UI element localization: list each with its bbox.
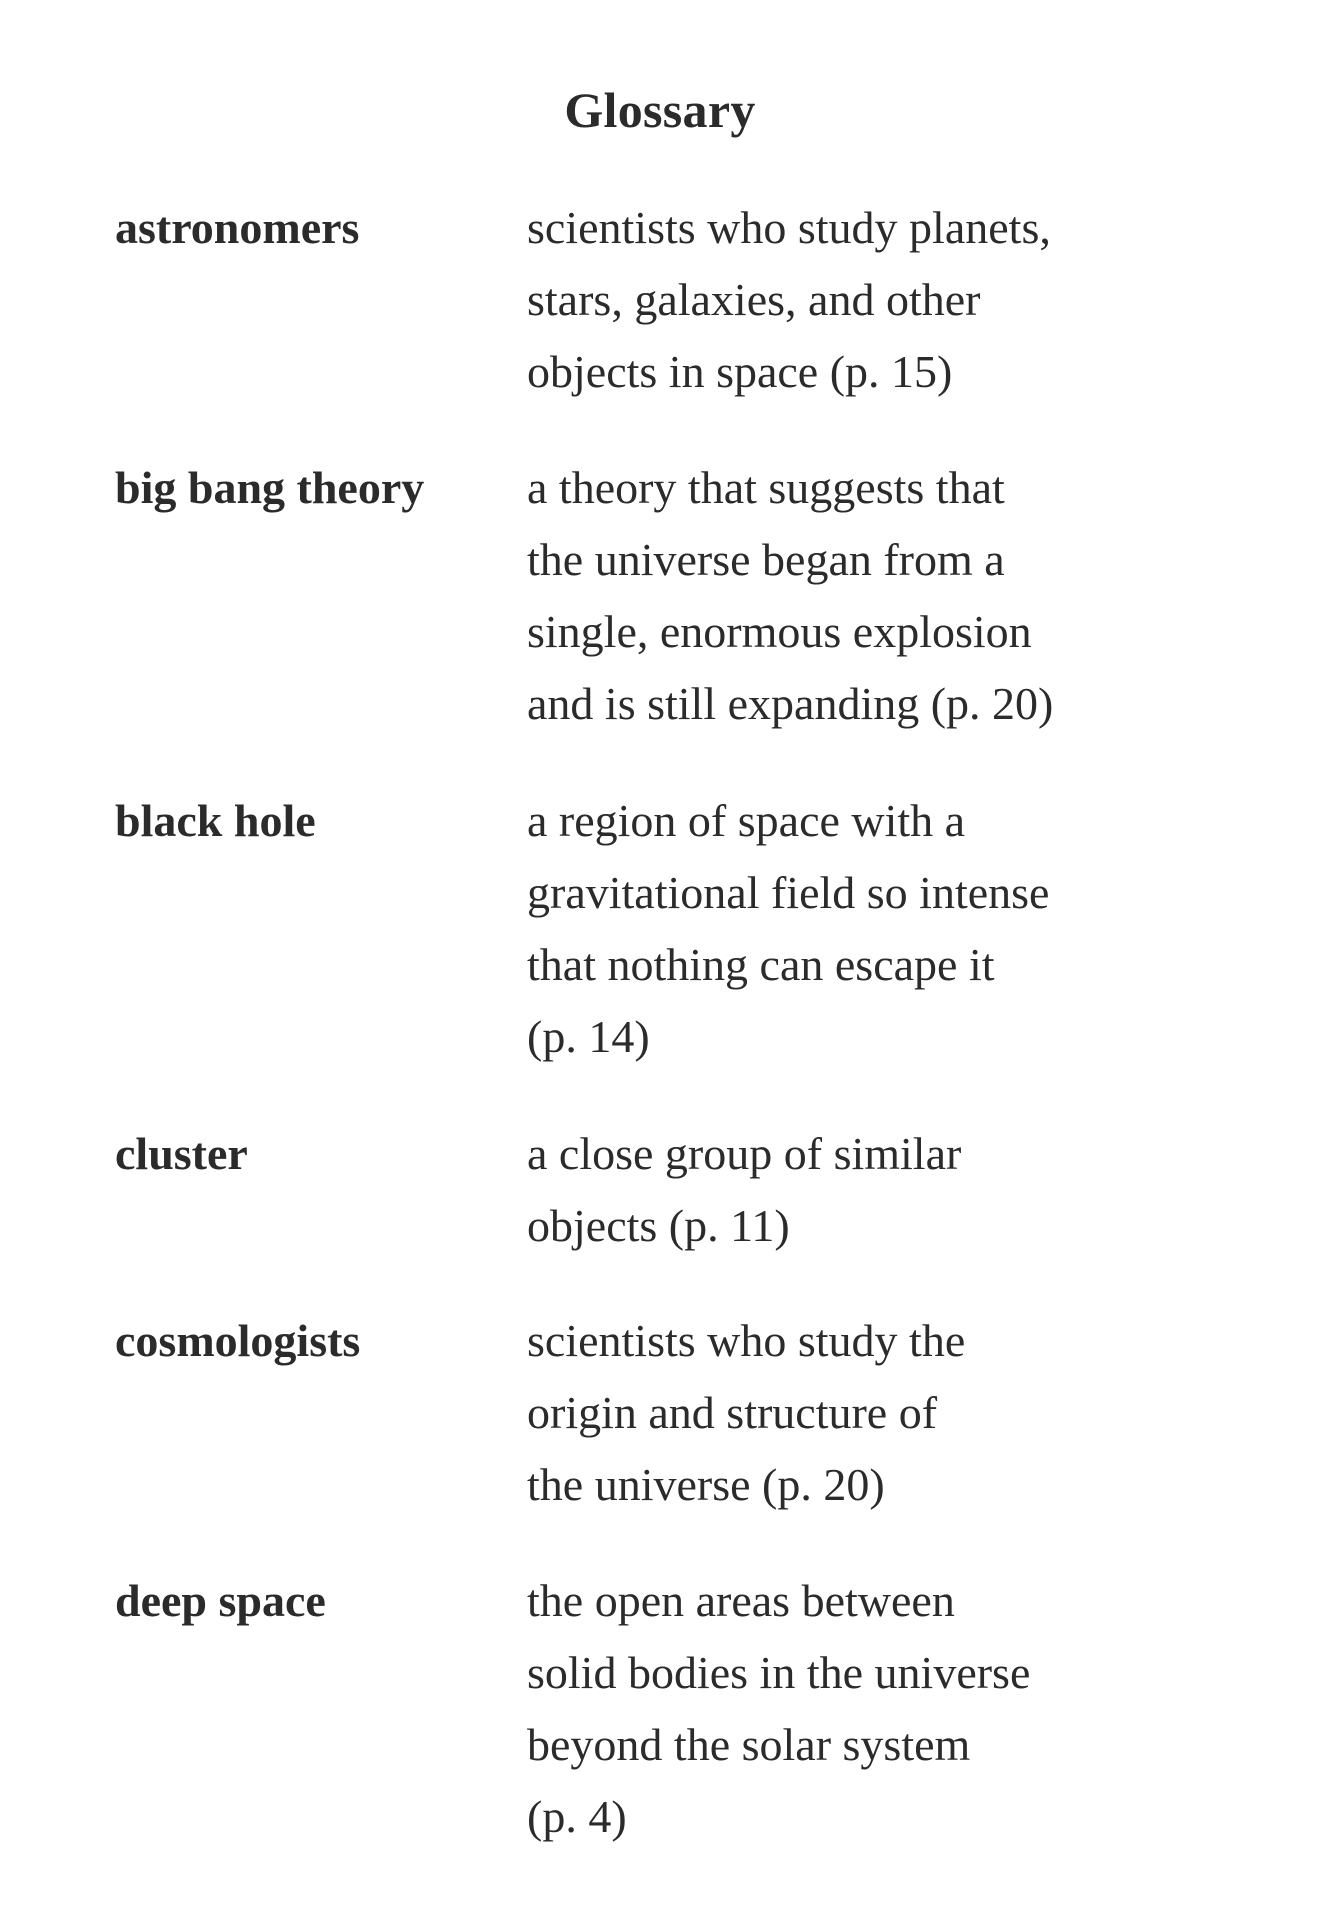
definition-line: beyond the solar system [527,1719,971,1770]
definition-line: single, enormous explosion [527,606,1032,657]
glossary-definition [527,1565,1247,1853]
definition-line: scientists who study planets, [527,202,1051,253]
definition-line: objects in space (p. 15) [527,346,953,397]
definition-line: a region of space with a [527,795,966,846]
glossary-definition [527,785,1247,1073]
definition-line: the universe (p. 20) [527,1459,885,1510]
definition-line: that nothing can escape it [527,939,995,990]
glossary-definition [527,1305,1247,1521]
definition-line: origin and structure of [527,1387,938,1438]
glossary-term: astronomers [115,202,360,253]
definition-line: and is still expanding (p. 20) [527,678,1054,729]
definition-line: (p. 14) [527,1011,650,1062]
glossary-definition [527,1118,1247,1262]
definition-line: (p. 4) [527,1791,627,1842]
definition-line: the open areas between [527,1575,955,1626]
definition-line: solid bodies in the universe [527,1647,1031,1698]
glossary-term: cosmologists [115,1315,361,1366]
definition-line: objects (p. 11) [527,1200,790,1251]
definition-line: scientists who study the [527,1315,966,1366]
glossary-term: black hole [115,795,316,846]
glossary-definition [527,452,1247,740]
glossary-term: deep space [115,1575,326,1626]
glossary-definition [527,192,1247,408]
definition-line: the universe began from a [527,534,1005,585]
definition-line: gravitational field so intense [527,867,1050,918]
glossary-term: big bang theory [115,462,425,513]
glossary-term: cluster [115,1128,248,1179]
definition-line: stars, galaxies, and other [527,274,981,325]
page-title [0,80,1332,140]
definition-line: a close group of similar [527,1128,962,1179]
glossary-title-text: Glossary [564,82,756,138]
definition-line: a theory that suggests that [527,462,1005,513]
